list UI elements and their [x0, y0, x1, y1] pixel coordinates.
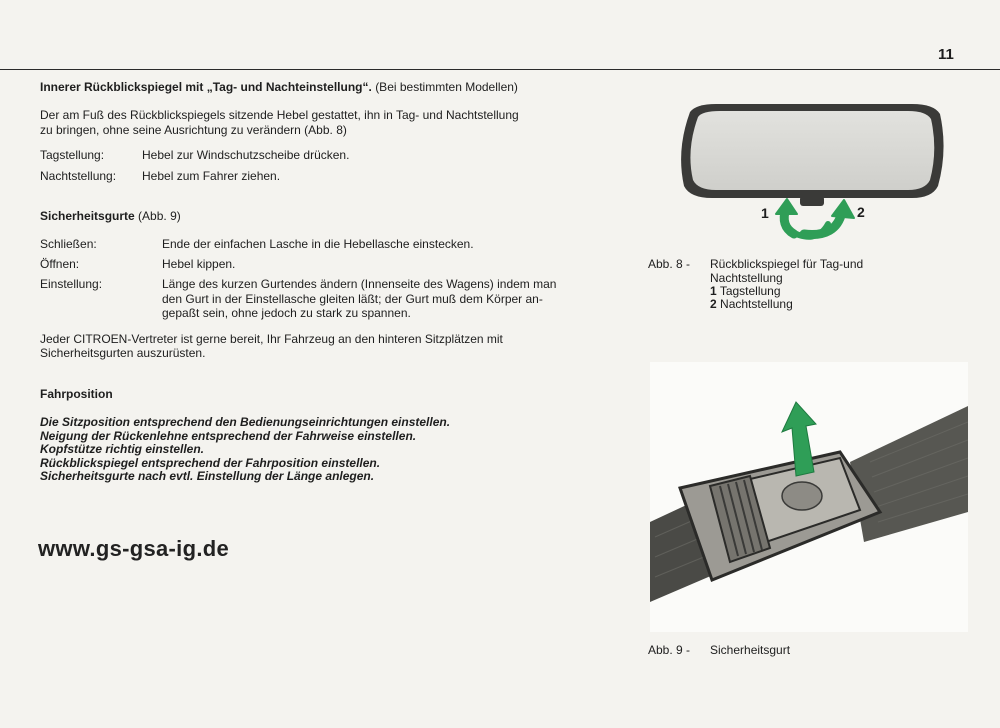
driving-line-5: Sicherheitsgurte nach evtl. Einstellung der Länge anlegen.	[40, 469, 375, 483]
dealer-paragraph-line-1: Jeder CITROEN-Vertreter ist gerne bereit, Ihr Fahrzeug an den hinteren Sitzplätzen mit	[40, 332, 503, 346]
fig8-legend-2-text: Nachtstellung	[720, 297, 793, 311]
mirror-paragraph-line-1: Der am Fuß des Rückblickspiegels sitzende Hebel gestattet, ihn in Tag- und Nachtstellung	[40, 108, 519, 122]
belt-close-label: Schließen:	[40, 237, 97, 251]
figure-9-seatbelt	[650, 362, 968, 632]
figure-8-mirror	[676, 100, 948, 250]
mirror-heading-note: (Bei bestimmten Modellen)	[375, 80, 518, 94]
mirror-mount	[800, 196, 824, 206]
mirror-heading: Innerer Rückblickspiegel mit „Tag- und Nachteinstellung“.	[40, 80, 372, 94]
fig8-caption-prefix: Abb. 8 -	[648, 257, 691, 271]
marker-2: 2	[857, 204, 865, 220]
night-setting-label: Nachtstellung:	[40, 169, 117, 183]
fig8-legend-1	[710, 284, 781, 298]
belt-adjust-text-2: den Gurt in der Einstellasche gleiten läßt; der Gurt muß dem Körper an-	[162, 292, 543, 306]
fig9-caption-title: Sicherheitsgurt	[710, 643, 791, 657]
driving-line-4: Rückblickspiegel entsprechend der Fahrposition einstellen.	[40, 456, 381, 470]
header-rule	[0, 69, 1000, 70]
belt-adjust-label: Einstellung:	[40, 277, 103, 291]
belt-open-text: Hebel kippen.	[162, 257, 236, 271]
belts-heading: Sicherheitsgurte	[40, 209, 135, 223]
belt-adjust-text-1: Länge des kurzen Gurtendes ändern (Innenseite des Wagens) indem man	[162, 277, 557, 291]
fig8-legend-1-num: 1	[710, 284, 717, 298]
fig9-caption-prefix: Abb. 9 -	[648, 643, 691, 657]
belt-close-text: Ende der einfachen Lasche in die Hebellasche einstecken.	[162, 237, 474, 251]
fig8-legend-2	[710, 297, 793, 311]
belts-heading-line	[40, 209, 181, 224]
dealer-paragraph-line-2: Sicherheitsgurten auszurüsten.	[40, 346, 206, 360]
fig8-legend-2-num: 2	[710, 297, 717, 311]
fig8-caption-title-2: Nachtstellung	[710, 271, 783, 285]
night-setting-text: Hebel zum Fahrer ziehen.	[142, 169, 281, 183]
mirror-heading-line	[40, 80, 518, 95]
belts-heading-note: (Abb. 9)	[138, 209, 181, 223]
fig8-legend-1-text: Tagstellung	[719, 284, 781, 298]
driving-line-1: Die Sitzposition entsprechend den Bedienungseinrichtungen einstellen.	[40, 415, 451, 429]
day-setting-text: Hebel zur Windschutzscheibe drücken.	[142, 148, 350, 162]
marker-1: 1	[761, 205, 769, 221]
website-watermark: www.gs-gsa-ig.de	[38, 536, 230, 561]
driving-heading: Fahrposition	[40, 387, 113, 401]
driving-line-2: Neigung der Rückenlehne entsprechend der Fahrweise einstellen.	[40, 429, 417, 443]
belt-open-label: Öffnen:	[40, 257, 80, 271]
page-number: 11	[938, 46, 954, 63]
mirror-glass	[690, 111, 934, 190]
belt-adjust-text-3: gepaßt sein, ohne jedoch zu stark zu spannen.	[162, 306, 411, 320]
buckle-emblem	[782, 482, 822, 510]
day-setting-label: Tagstellung:	[40, 148, 105, 162]
driving-line-3: Kopfstütze richtig einstellen.	[40, 442, 205, 456]
fig8-caption-title-1: Rückblickspiegel für Tag-und	[710, 257, 864, 271]
mirror-paragraph-line-2: zu bringen, ohne seine Ausrichtung zu verändern (Abb. 8)	[40, 123, 347, 137]
